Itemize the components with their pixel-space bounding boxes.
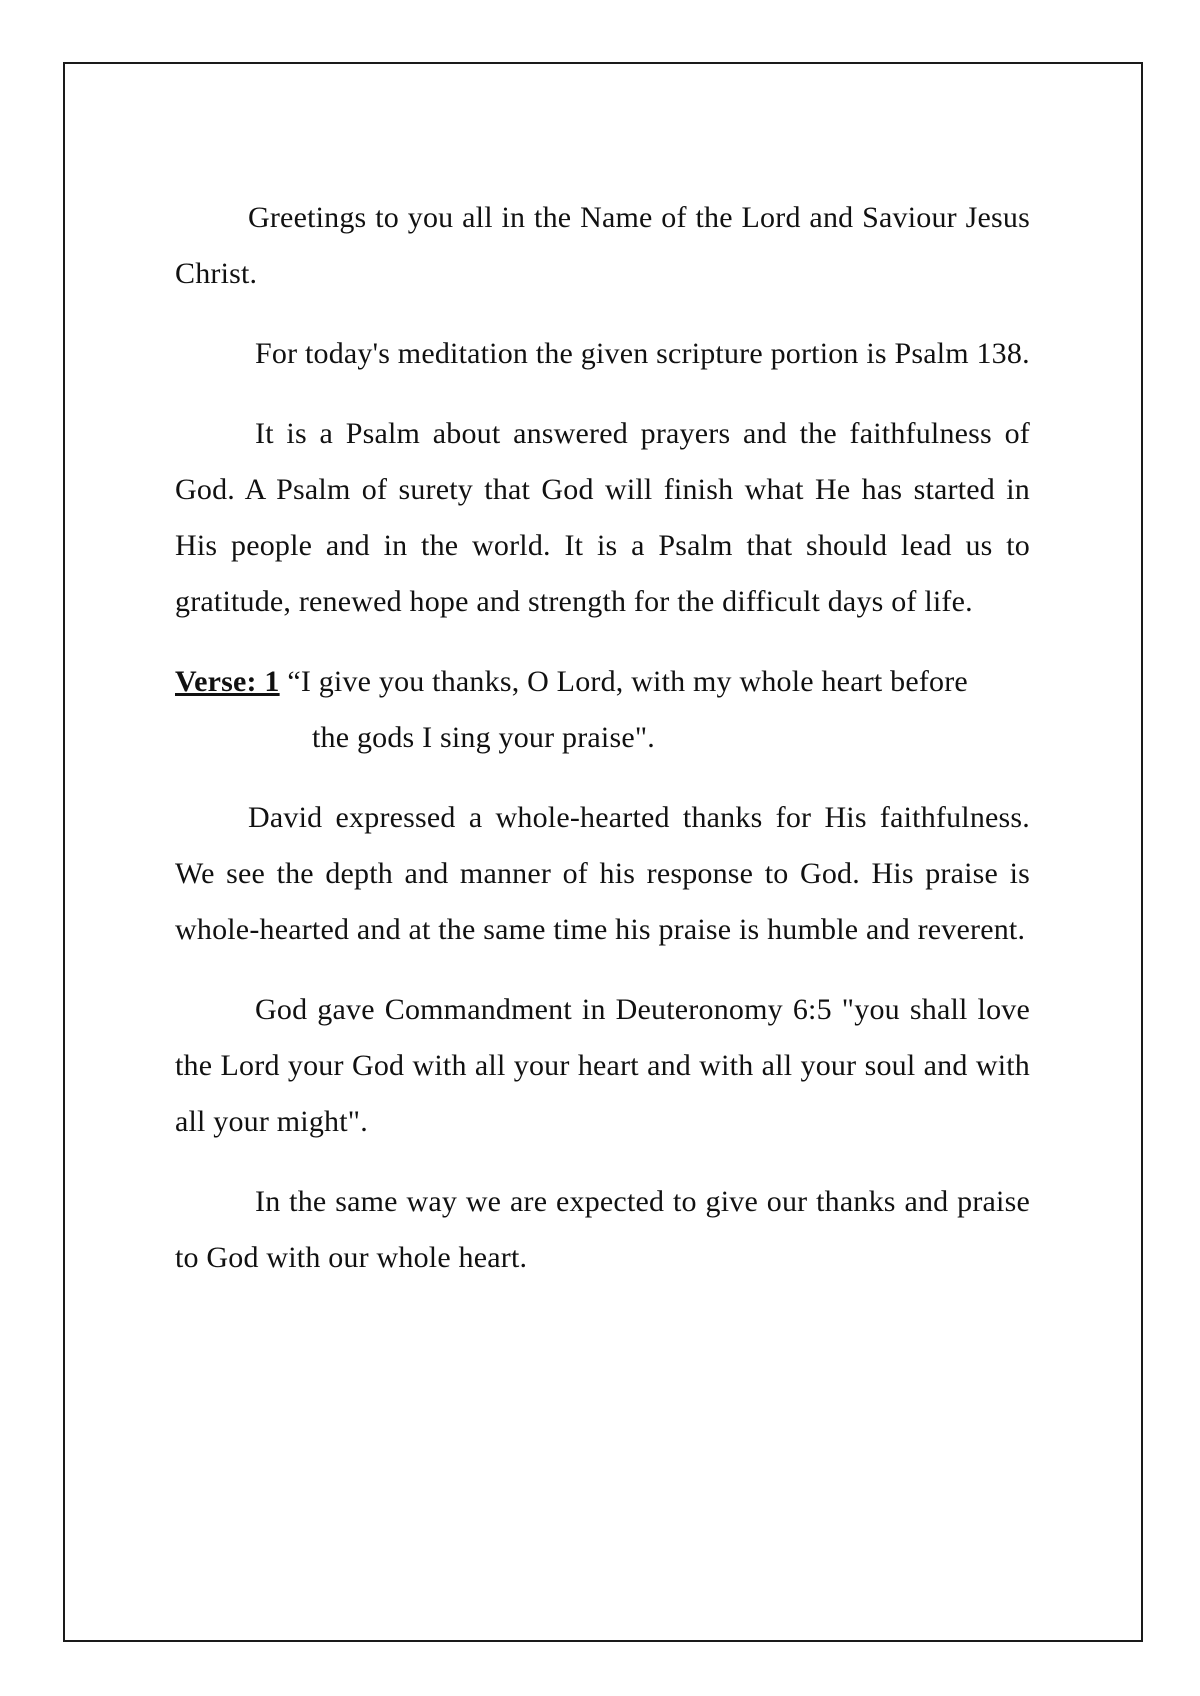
- verse-text-line1: “I give you thanks, O Lord, with my whole heart before: [287, 665, 968, 698]
- verse-label: Verse: 1: [175, 665, 280, 698]
- psalm-description-paragraph: It is a Psalm about answered prayers and the faithfulness of God. A Psalm of surety that God will finish what He has started in His people and in the world. It is a Psalm that should lead us to gratitude, renewed hope and strength for the difficult days of life.: [175, 417, 1030, 618]
- greeting-paragraph: Greetings to you all in the Name of the Lord and Saviour Jesus Christ.: [175, 201, 1030, 290]
- scripture-portion-paragraph: For today's meditation the given scripture portion is Psalm 138.: [255, 337, 1030, 370]
- david-paragraph: David expressed a whole-hearted thanks for His faithfulness. We see the depth and manner of his response to God. His praise is whole-hearted and at the same time his praise is humble and reverent.: [175, 801, 1030, 946]
- verse-text-line2: the gods I sing your praise".: [312, 721, 655, 754]
- verse-block: [175, 654, 1030, 766]
- document-body: [175, 190, 1030, 1310]
- commandment-paragraph: God gave Commandment in Deuteronomy 6:5 "you shall love the Lord your God with all your heart and with all your soul and with all your might".: [175, 993, 1030, 1138]
- closing-paragraph: In the same way we are expected to give our thanks and praise to God with our whole heart.: [175, 1185, 1030, 1274]
